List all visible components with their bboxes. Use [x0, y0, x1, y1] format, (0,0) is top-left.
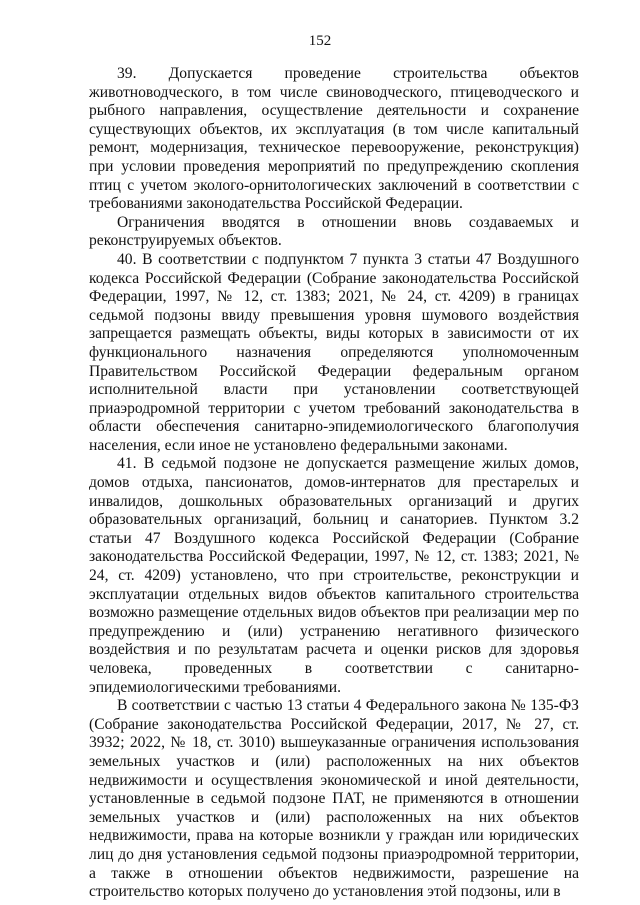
paragraph-restrictions-note: Ограничения вводятся в отношении вновь создаваемых и реконструируемых объектов. [89, 213, 579, 250]
page-number: 152 [308, 33, 332, 49]
paragraph-41: 41. В седьмой подзоне не допускается размещение жилых домов, домов отдыха, пансионатов, домов-интернатов для престарелых и инвалидов, дошкольных образовательных организаций и других образовательных организаций, больниц и санаториев. Пунктом 3.2 статьи 47 Воздушного кодекса Российской Федерации (Собрание законодательства Российской Федерации, 1997, № 12, ст. 1383; 2021, № 24, ст. 4209) установлено, что при строительстве, реконструкции и эксплуатации отдельных видов объектов капитального строительства возможно размещение отдельных видов объектов при реализации мер по предупреждению и (или) устранению негативного физического воздействия и по результатам расчета и оценки рисков для здоровья человека, проведенных в соответствии с санитарно-эпидемиологическими требованиями. [89, 455, 579, 696]
paragraph-39: 39. Допускается проведение строительства объектов животноводческого, в том числе свиноводческого, птицеводческого и рыбного направления, осуществление деятельности и сохранение существующих объектов, их эксплуатация (в том числе капитальный ремонт, модернизация, техническое перевооружение, реконструкция) при условии проведения мероприятий по предупреждению скопления птиц с учетом эколого-орнитологических заключений в соответствии с требованиями законодательства Российской Федерации. [89, 65, 579, 213]
paragraph-40: 40. В соответствии с подпунктом 7 пункта 3 статьи 47 Воздушного кодекса Российской Федерации (Собрание законодательства Российской Федерации, 1997, № 12, ст. 1383; 2021, № 24, ст. 4209) в границах седьмой подзоны ввиду превышения уровня шумового воздействия запрещается размещать объекты, виды которых в зависимости от их функционального назначения определяются уполномоченным Правительством Российской Федерации федеральным органом исполнительной власти при установлении соответствующей приаэродромной территории с учетом требований законодательства в области обеспечения санитарно-эпидемиологического благополучия населения, если иное не установлено федеральными законами. [89, 250, 579, 454]
document-body [89, 65, 579, 902]
paragraph-federal-law-note: В соответствии с частью 13 статьи 4 Федерального закона № 135-ФЗ (Собрание законодательства Российской Федерации, 2017, № 27, ст. 3932; 2022, № 18, ст. 3010) вышеуказанные ограничения использования земельных участков и (или) расположенных на них объектов недвижимости и осуществления экономической и иной деятельности, установленные в седьмой подзоне ПАТ, не применяются в отношении земельных участков и (или) расположенных на них объектов недвижимости, права на которые возникли у граждан или юридических лиц до дня установления седьмой подзоны приаэродромной территории, а также в отношении объектов недвижимости, разрешение на строительство которых получено до установления этой подзоны, или в [89, 697, 579, 901]
